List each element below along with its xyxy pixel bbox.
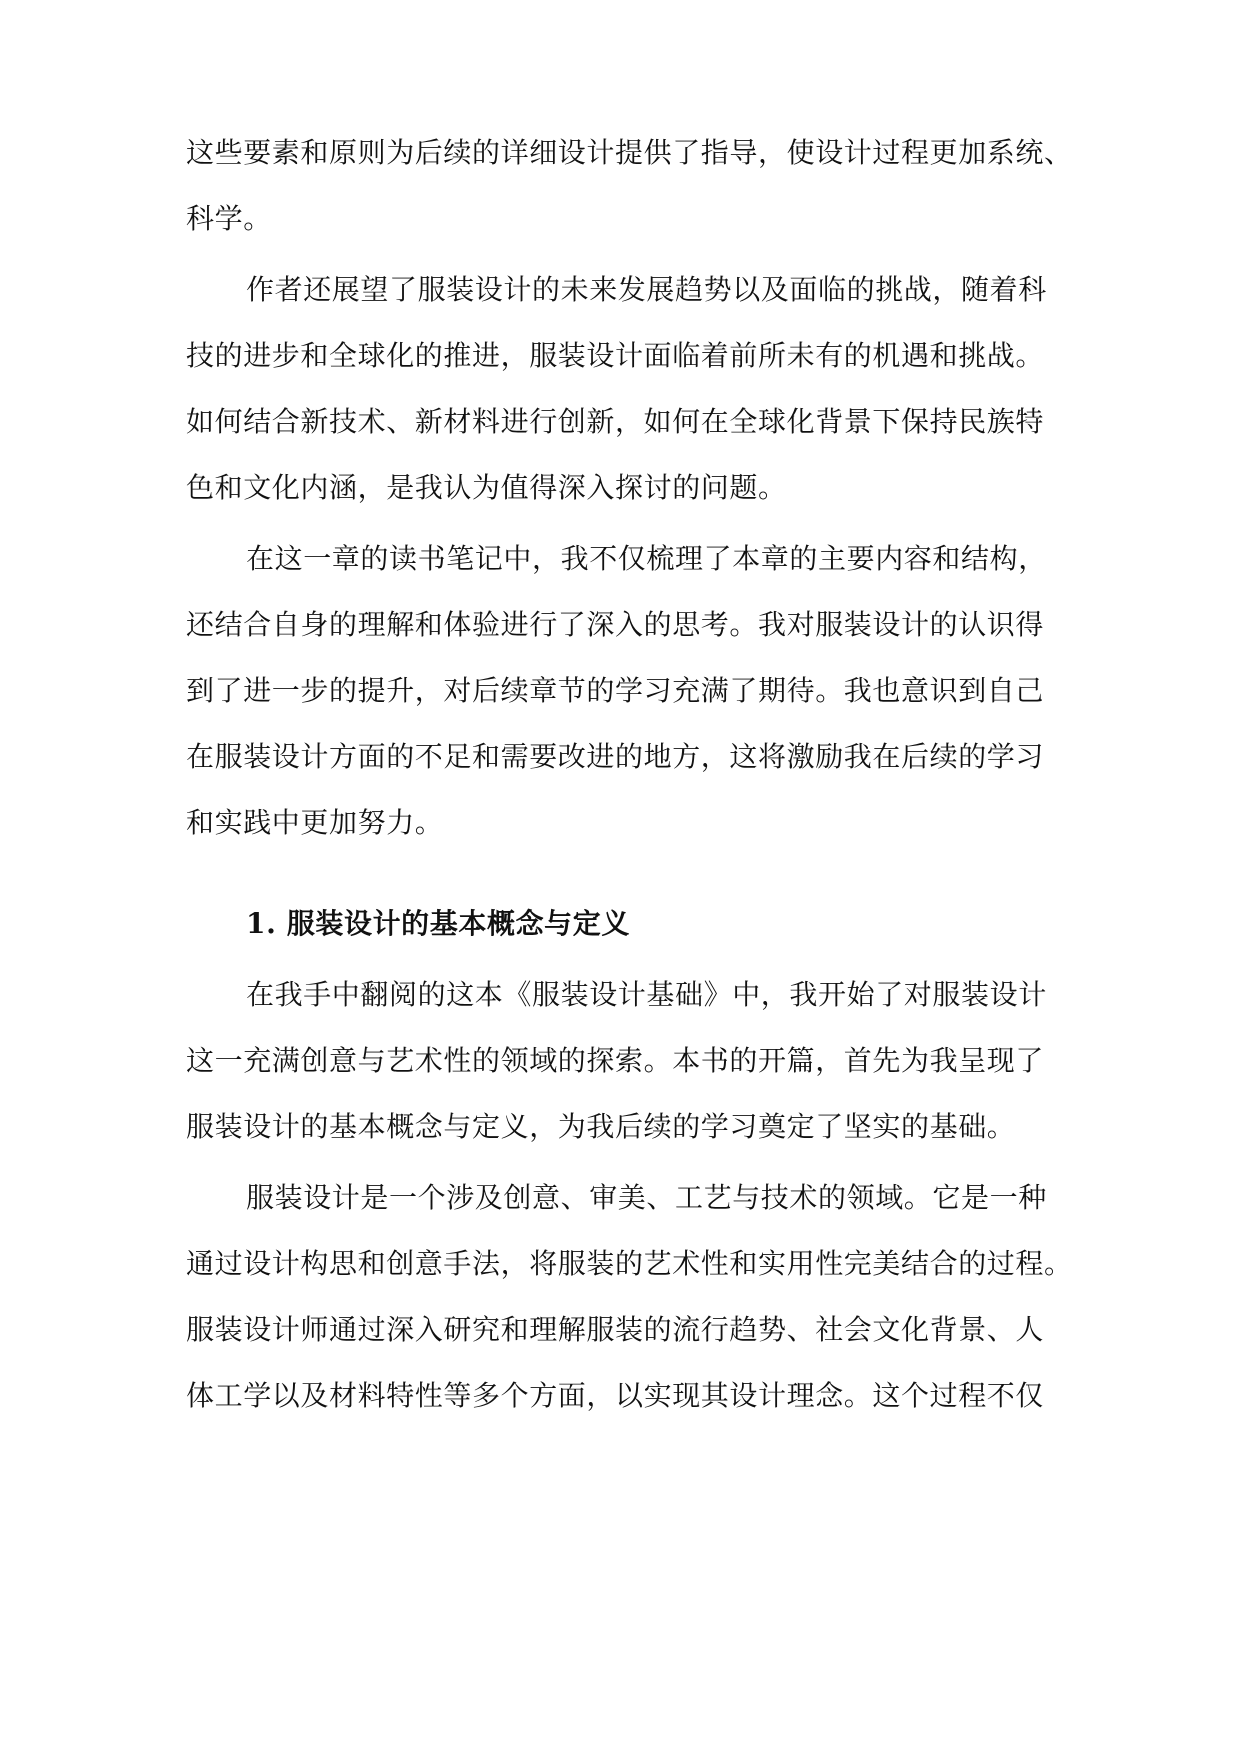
paragraph-line: 在服装设计方面的不足和需要改进的地方，这将激励我在后续的学习	[186, 740, 1045, 773]
section-heading: 1. 服装设计的基本概念与定义	[246, 907, 630, 940]
paragraph-line: 通过设计构思和创意手法，将服装的艺术性和实用性完美结合的过程。	[186, 1247, 1073, 1280]
paragraph-line: 在这一章的读书笔记中，我不仅梳理了本章的主要内容和结构，	[246, 542, 1047, 575]
paragraph-line: 在我手中翻阅的这本《服装设计基础》中，我开始了对服装设计	[246, 978, 1047, 1011]
paragraph-line: 这些要素和原则为后续的详细设计提供了指导，使设计过程更加系统、	[186, 136, 1073, 169]
paragraph-line: 到了进一步的提升，对后续章节的学习充满了期待。我也意识到自己	[186, 674, 1045, 707]
paragraph-line: 体工学以及材料特性等多个方面，以实现其设计理念。这个过程不仅	[186, 1379, 1045, 1412]
paragraph-line: 色和文化内涵，是我认为值得深入探讨的问题。	[186, 471, 787, 504]
paragraph-line: 这一充满创意与艺术性的领域的探索。本书的开篇，首先为我呈现了	[186, 1044, 1045, 1077]
paragraph-line: 服装设计师通过深入研究和理解服装的流行趋势、社会文化背景、人	[186, 1313, 1045, 1346]
paragraph-line: 如何结合新技术、新材料进行创新，如何在全球化背景下保持民族特	[186, 405, 1045, 438]
paragraph-line: 科学。	[186, 202, 272, 235]
paragraph-line: 技的进步和全球化的推进，服装设计面临着前所未有的机遇和挑战。	[186, 339, 1045, 372]
paragraph-line: 还结合自身的理解和体验进行了深入的思考。我对服装设计的认识得	[186, 608, 1045, 641]
paragraph-line: 作者还展望了服装设计的未来发展趋势以及面临的挑战，随着科	[246, 273, 1047, 306]
paragraph-line: 服装设计的基本概念与定义，为我后续的学习奠定了坚实的基础。	[186, 1110, 1016, 1143]
paragraph-line: 服装设计是一个涉及创意、审美、工艺与技术的领域。它是一种	[246, 1181, 1047, 1214]
paragraph-line: 和实践中更加努力。	[186, 806, 444, 839]
